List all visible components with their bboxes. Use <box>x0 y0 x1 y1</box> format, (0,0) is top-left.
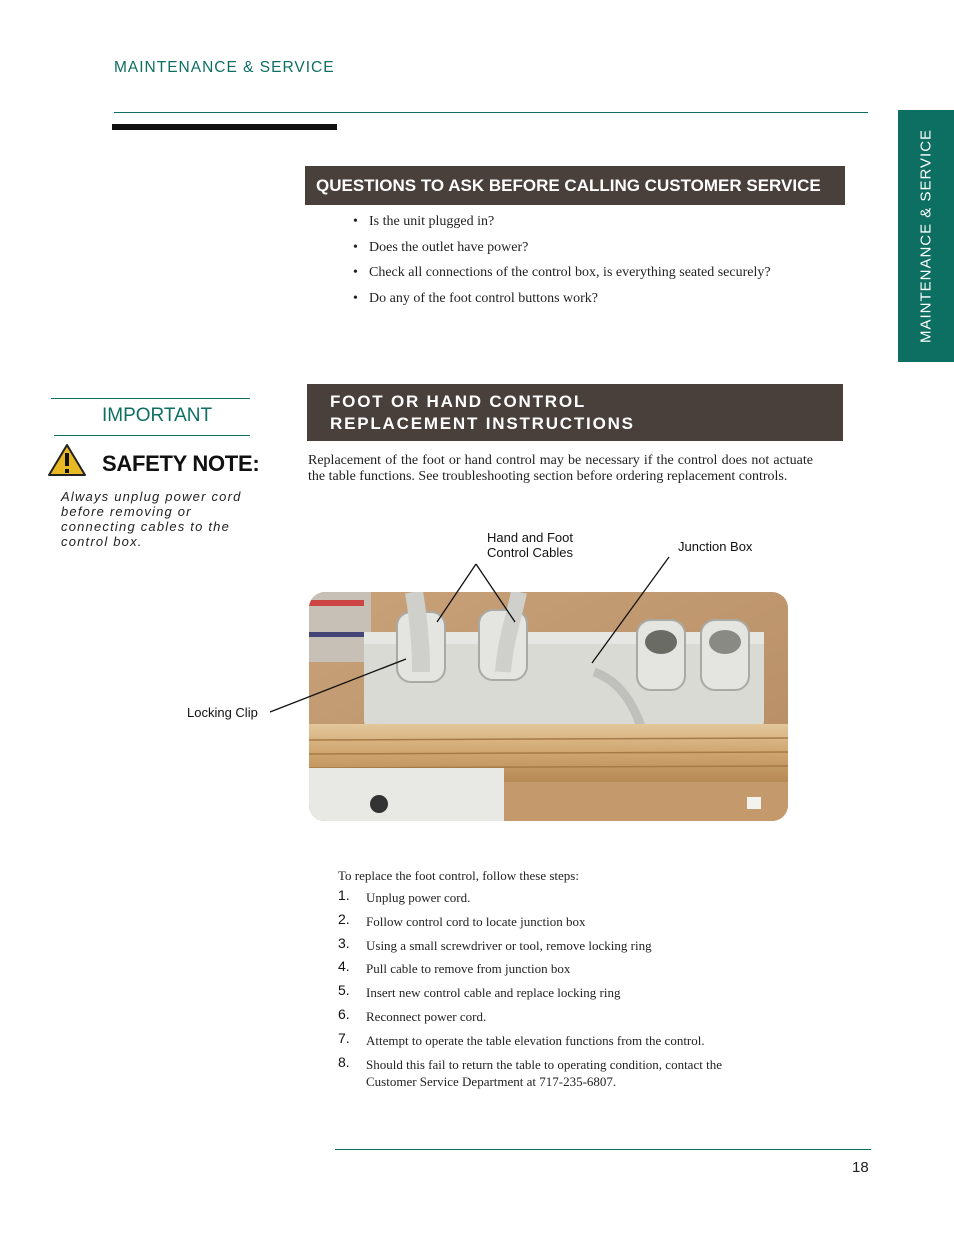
list-item: • Is the unit plugged in? <box>353 214 495 229</box>
list-item: • Does the outlet have power? <box>353 239 529 255</box>
safety-note-text: Always unplug power cord before removing or connecting cables to the control box. <box>61 489 242 549</box>
list-item: 3. Using a small screwdriver or tool, remove locking ring <box>338 934 652 953</box>
list-item: 5. Insert new control cable and replace locking ring <box>338 982 621 1001</box>
section-header-title: MAINTENANCE & SERVICE <box>114 59 335 76</box>
footer-rule <box>335 1149 871 1150</box>
replacement-intro: Replacement of the foot or hand control may be necessary if the control does not actuate the table functions. See troubleshooting section before ordering replacement controls. <box>308 453 813 484</box>
important-label: IMPORTANT <box>102 405 213 426</box>
page-number: 18 <box>852 1159 869 1176</box>
replacement-heading-line1: FOOT OR HAND CONTROL <box>330 392 587 411</box>
steps-intro: To replace the foot control, follow these steps: <box>338 868 579 883</box>
steps-list <box>338 887 758 1089</box>
list-item: • Check all connections of the control box, is everything seated securely? <box>353 265 771 280</box>
side-tab-label: MAINTENANCE & SERVICE <box>917 128 935 344</box>
callout-cables: Hand and Foot Control Cables <box>487 530 574 560</box>
list-item: 6. Reconnect power cord. <box>338 1005 487 1024</box>
questions-heading: QUESTIONS TO ASK BEFORE CALLING CUSTOMER SERVICE <box>316 176 821 195</box>
list-item: 2. Follow control cord to locate junction box <box>338 910 586 929</box>
callout-junction-box: Junction Box <box>678 539 753 554</box>
safety-note-title: SAFETY NOTE: <box>102 451 260 476</box>
list-item: 1. Unplug power cord. <box>338 887 471 905</box>
replacement-heading-line2: REPLACEMENT INSTRUCTIONS <box>330 414 635 433</box>
list-item: 8. Should this fail to return the table to operating condition, contact the Customer Service Department at 717-235-6807. <box>338 1053 722 1089</box>
list-item: • Do any of the foot control buttons work? <box>353 290 599 306</box>
list-item: 4. Pull cable to remove from junction box <box>338 958 571 977</box>
list-item: 7. Attempt to operate the table elevation functions from the control. <box>338 1029 705 1048</box>
callout-locking-clip: Locking Clip <box>187 705 258 720</box>
